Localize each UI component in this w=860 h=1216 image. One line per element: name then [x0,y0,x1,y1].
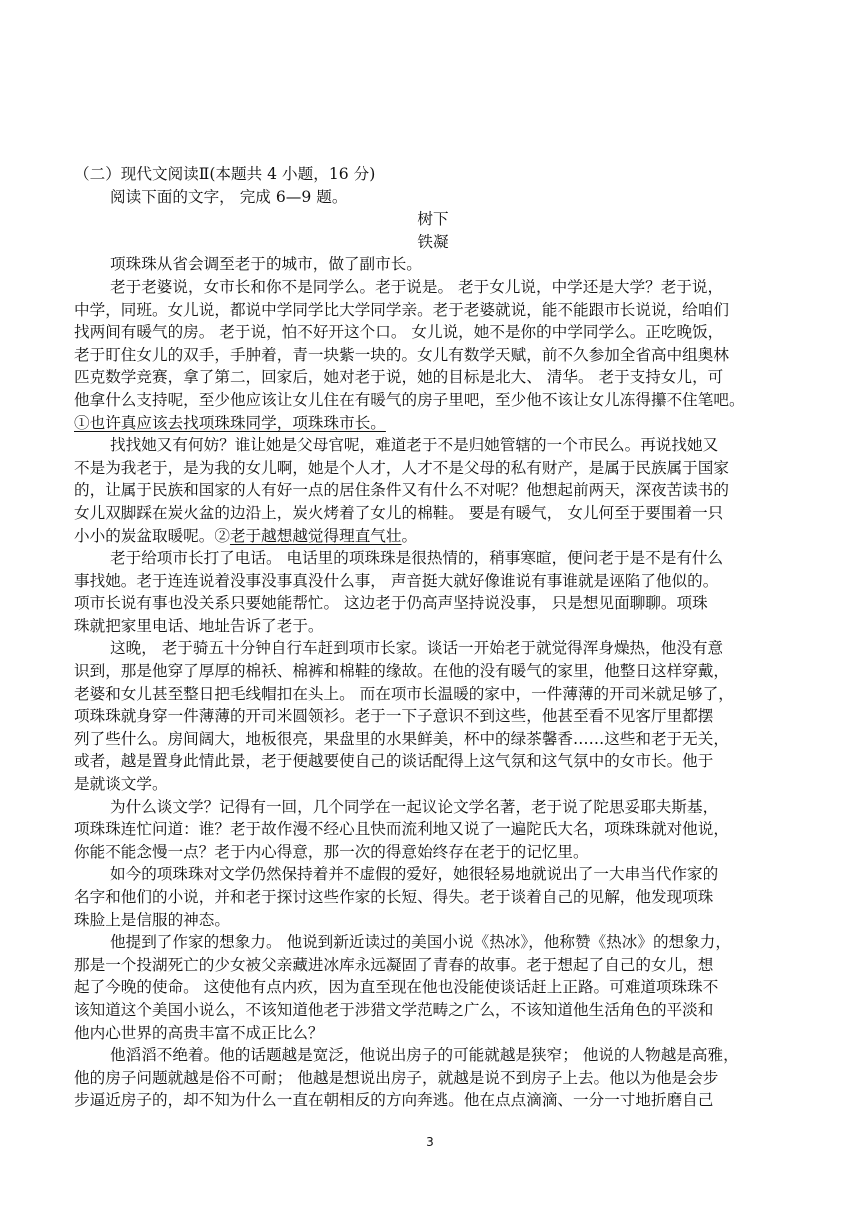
text-line: 老于盯住女儿的双手，手肿着，青一块紫一块的。女儿有数学天赋，前不久参加全省高中组奥林 [74,345,729,364]
text-line: 项珠珠就身穿一件薄薄的开司米圆领衫。老于一下子意识不到这些，他甚至看不见客厅里都摆 [74,707,714,726]
text-line: 珠脸上是信服的神态。 [74,910,230,929]
text-line: 这晚， 老于骑五十分钟自行车赶到项市长家。谈话一开始老于就觉得浑身燥热，他没有意 [110,639,724,658]
text-line: 的，让属于民族和国家的人有好一点的居住条件又有什么不对呢？他想起前两天，深夜苦读书的 [74,481,729,500]
text-segment: 小小的炭盆取暖呢。② [74,526,230,545]
story-title: 树下 [417,210,449,229]
text-line: 起了今晚的使命。 这使他有点内疚，因为直至现在他也没能使谈话赶上正路。可难道项珠珠不 [74,978,719,997]
text-line: 如今的项珠珠对文学仍然保持着并不虚假的爱好，她很轻易地就说出了一大串当代作家的 [110,865,719,884]
text-line: 他提到了作家的想象力。 他说到新近读过的美国小说《热冰》，他称赞《热冰》的想象力， [110,933,731,952]
text-line: 你能不能念慢一点？老于内心得意，那一次的得意始终存在老于的记忆里。 [74,842,589,861]
text-line: 老于老婆说，女市长和你不是同学么。老于说是。 老于女儿说，中学还是大学？老于说， [110,277,724,296]
text-line: 或者，越是置身此情此景，老于便越要使自己的谈话配得上这气氛和这气氛中的女市长。他于 [74,752,714,771]
text-line: 中学，同班。女儿说，都说中学同学比大学同学亲。老于老婆就说，能不能跟市长说说，给咱们 [74,300,729,319]
text-line: 步逼近房子的，却不知为什么一直在朝相反的方向奔逃。他在点点滴滴、一分一寸地折磨自己 [74,1091,714,1110]
section-heading: （二）现代文阅读Ⅱ(本题共 4 小题，16 分) [74,165,376,183]
story-author: 铁凝 [417,232,449,251]
text-line: 他的房子问题就越是俗不可耐； 他越是想说出房子，就越是说不到房子上去。他以为他是会步 [74,1068,719,1087]
text-line: 列了些什么。房间阔大，地板很亮，果盘里的水果鲜美，杯中的绿茶馨香……这些和老于无关， [74,729,729,748]
text-line: 项市长说有事也没关系只要她能帮忙。 这边老于仍高声坚持说没事， 只是想见面聊聊。项珠 [74,594,708,613]
text-line: 匹克数学竞赛，拿了第二，回家后，她对老于说，她的目标是北大、 清华。 老于支持女儿，可 [74,368,724,387]
underlined-text: ①也许真应该去找项珠珠同学，项珠珠市长。 [74,413,386,432]
instruction: 阅读下面的文字， 完成 6—9 题。 [110,187,348,206]
text-line: 是就谈文学。 [74,775,168,794]
underlined-text: 老于越想越觉得理直气壮 [229,526,402,545]
text-segment: 。 [401,526,418,545]
text-line: 为什么谈文学？记得有一回，几个同学在一起议论文学名著，老于说了陀思妥耶夫斯基， [110,797,719,816]
text-line: 珠就把家里电话、地址告诉了老于。 [74,616,324,635]
text-line: 老婆和女儿甚至整日把毛线帽扣在头上。 而在项市长温暖的家中，一件薄薄的开司米就足够了， [74,684,734,703]
text-line: 那是一个投湖死亡的少女被父亲藏进冰库永远凝固了青春的故事。老于想起了自己的女儿，想 [74,955,714,974]
text-line: 女儿双脚踩在炭火盆的边沿上，炭火烤着了女儿的棉鞋。 要是有暖气， 女儿何至于要围着一只 [74,503,724,522]
document-body [74,163,792,1112]
underlined-sentence-2 [74,525,792,548]
text-line: 该知道这个美国小说么，不该知道他老于涉猎文学范畴之广么，不该知道他生活角色的平淡和 [74,1000,714,1019]
text-line: 事找她。老于连连说着没事没事真没什么事， 声音挺大就好像谁说有事谁就是诬陷了他似的。 [74,571,719,590]
text-line: 他滔滔不绝着。他的话题越是宽泛，他说出房子的可能就越是狭窄； 他说的人物越是高雅， [110,1046,739,1065]
text-line: 他拿什么支持呢，至少他应该让女儿住在有暖气的房子里吧，至少他不该让女儿冻得攥不住笔吧。 [74,390,745,409]
text-line: 项珠珠从省会调至老于的城市，做了副市长。 [110,255,422,274]
text-line: 识到，那是他穿了厚厚的棉袄、棉裤和棉鞋的缘故。在他的没有暖气的家里，他整日这样穿戴， [74,662,729,681]
text-line: 找两间有暖气的房。 老于说，怕不好开这个口。 女儿说，她不是你的中学同学么。正吃晚饭， [74,323,724,342]
text-line: 他内心世界的高贵丰富不成正比么？ [74,1023,324,1042]
text-line: 名字和他们的小说，并和老于探讨这些作家的长短、得失。老于谈着自己的见解，他发现项珠 [74,888,714,906]
text-line: 找找她又有何妨？谁让她是父母官呢，难道老于不是归她管辖的一个市民么。再说找她又 [110,436,719,455]
page-number: 3 [426,1135,434,1149]
underlined-sentence-1 [74,412,792,435]
text-line: 老于给项市长打了电话。 电话里的项珠珠是很热情的，稍事寒暄，便问老于是不是有什么 [110,549,724,568]
text-line: 不是为我老于，是为我的女儿啊，她是个人才，人才不是父母的私有财产，是属于民族属于国家 [74,458,729,477]
text-line: 项珠珠连忙问道：谁？老于故作漫不经心且快而流利地又说了一遍陀氏大名，项珠珠就对他说， [74,820,729,839]
